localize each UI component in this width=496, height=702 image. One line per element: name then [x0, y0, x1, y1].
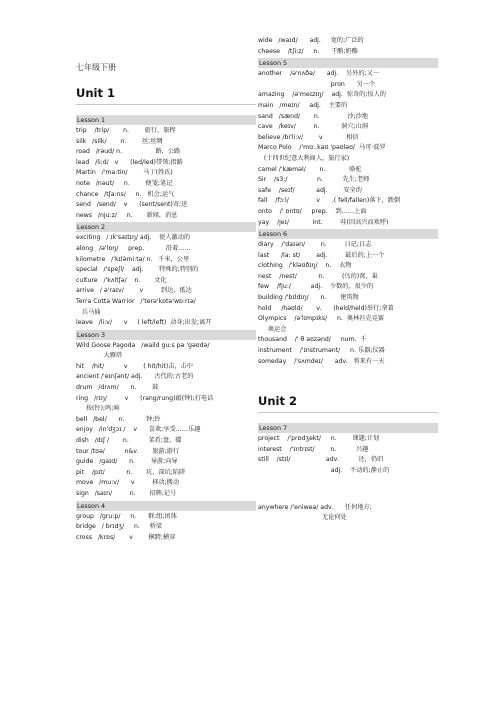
vocab-entry: clothing /'kləʊðɪŋ/ n. 衣物 — [258, 262, 352, 270]
vocab-entry: cheese /tʃi:z/ n. 干酪;奶酪 — [258, 47, 358, 55]
lesson-header: Lesson 1 — [76, 115, 256, 125]
vocab-entry: culture /'kʌltʃə/ n. 文化 — [76, 276, 167, 284]
lesson-header: Lesson 2 — [76, 222, 256, 232]
vocab-entry: pit /pɪt/ n. 坑，深坑;陷阱 — [76, 468, 186, 476]
vocab-entry: ring /rɪŋ/ v (rang/rung)敲(钟);打电话 — [76, 394, 214, 402]
vocab-entry: exciting / ɪk'saɪtɪŋ/ adj. 使人激动的 — [76, 234, 191, 242]
vocab-entry: few /fju:/ adj. 少数的，很少的 — [258, 283, 374, 291]
vocab-entry: cave /keɪv/ n. 洞穴;山洞 — [258, 123, 368, 131]
vocab-entry: kilometre /'kɪlə̀mi:tə/ n. 千米，公里 — [76, 255, 190, 263]
vocab-entry: 按(铃);鸣;响 — [76, 405, 120, 413]
vocab-entry: move /mu:v/ v 移动;搬动 — [76, 479, 180, 487]
vocab-entry: road /rəud/ n. 路，公路 — [76, 148, 181, 156]
vocab-entry: main /meɪn/ adj. 主要的 — [258, 101, 348, 109]
vocab-entry: wide /waɪd/ adj. 宽的;广泛的 — [258, 37, 364, 44]
unit-title: Unit 1 — [76, 85, 256, 105]
vocab-entry: anywhere /'eniweə/ adv. 任何地方; — [258, 503, 372, 511]
vocab-entry: 兵马俑 — [76, 308, 101, 316]
lesson-header: Lesson 6 — [258, 229, 438, 239]
vocab-entry: safe /seɪf/ adj. 安全的 — [258, 186, 362, 194]
vocab-entry: Martin /'ma:tin/ 马丁(姓氏) — [76, 169, 173, 177]
vocab-entry: enjoy /in'dʒɔɪ / v 喜欢;享受……乐趣 — [76, 426, 201, 434]
vocab-entry: sand /sænd/ n. 沙;沙地 — [258, 112, 368, 120]
vocab-entry: news /nju:z/ n. 新闻，消息 — [76, 211, 178, 219]
vocab-entry: believe /bi'li:v/ v 相信 — [258, 133, 359, 141]
vocab-entry: nest /nest/ n. (鸟的)窝，巢 — [258, 272, 378, 280]
vocab-entry: dish /dɪʃ / n. 菜肴;盘，碟 — [76, 437, 182, 445]
vocab-entry: group /gru:p/ n. 群;组;团体 — [76, 512, 177, 520]
vocab-entry: hold /həʊld/ v. (held/held)举行;拿着 — [258, 304, 394, 312]
vocab-entry: chance /tʃa:ns/ n. 机会;运气 — [76, 190, 175, 198]
left-lessons — [76, 115, 256, 543]
vocab-entry: send /send/ v (sent/sent)寄;送 — [76, 201, 188, 209]
lesson-header: Lesson 3 — [76, 330, 256, 340]
right-lessons — [258, 58, 438, 367]
vocab-entry: silk /silk/ n. 丝;丝绸 — [76, 137, 163, 145]
vocab-entry: camel /'kæməl/ n. 骆驼 — [258, 165, 362, 173]
vocab-entry: fall /fɔ:l/ v .( fell/fallen)落下，跌倒 — [258, 197, 401, 205]
vocab-entry: last /la: st/ adj. 最后的;上一个 — [258, 251, 385, 259]
vocab-entry: sign /saɪn/ n. 招牌;记号 — [76, 490, 177, 497]
vocab-entry: bell /bel/ n. 钟;铃 — [76, 415, 161, 423]
lesson-header: Lesson 5 — [258, 58, 438, 68]
vocab-entry: pron 另一个 — [258, 80, 376, 88]
vocab-entry: hit /hit/ v ( hit/hit)击，击中 — [76, 362, 193, 370]
vocab-entry: note /nəut/ n. 便笺;笔记 — [76, 179, 173, 187]
vocab-entry: lead /li:d/ v (led/led)带领;指路 — [76, 158, 183, 166]
vocab-entry: special /'speʃl/ adj. 特殊的;特别的 — [76, 266, 199, 274]
vocab-entry: Terra Cotta Warrior /'terə'kɒtə'wɒ:rɪə/ — [76, 297, 196, 305]
vocab-entry: ancient /'eɪnʃənt/ adj. 古代的;古老的 — [76, 373, 194, 381]
vocab-entry: drum /drʌm/ n. 鼓 — [76, 384, 159, 392]
vocab-entry: diary /'daɪən/ n. 日记;日志 — [258, 241, 372, 249]
vocab-entry: Olympics /ə'lɪmpɪks/ n. 奥林匹克竞赛 — [258, 315, 384, 323]
vocab-entry: thousand /' θ aʊzənd/ num. 千 — [258, 336, 367, 344]
vocab-entry: bridge / brɪdʒ/ n. 桥梁 — [76, 523, 163, 531]
vocab-entry: building /'bɪldɪŋ/ n. 建筑物 — [258, 294, 359, 302]
unit-title: Unit 2 — [258, 393, 438, 413]
vocab-entry: onto /' ɒntʊ/ prep. 到……上面 — [258, 207, 367, 215]
vocab-entry: along /ə'lɒŋ/ prep. 沿着…… — [76, 244, 191, 252]
vocab-entry: someday /'sʌmdeɪ/ adv. 将来有一天 — [258, 357, 385, 365]
vocab-entry: 大雁塔 — [76, 352, 123, 360]
vocab-entry: Sir /s3:/ n. 先生;老师 — [258, 176, 370, 184]
vocab-entry: adj. 不动的;静止的 — [258, 467, 390, 474]
vocab-entry: arrive / ə'raɪv/ v 到达，抵达 — [76, 287, 192, 295]
vocab-entry: leave /li:v/ v ( left/left) 动身;出发;离开 — [76, 319, 212, 327]
vocab-entry: yay /jeɪ/ int. 哇(因高兴而欢呼) — [258, 218, 389, 226]
vocab-entry: Wild Goose Pagoda /waild gu:s pə 'gəʊdə/ — [76, 341, 210, 349]
vocab-entry: cross /krɒs/ v 横跨;横穿 — [76, 533, 176, 541]
right-column — [258, 36, 438, 524]
vocab-entry: trip /trip/ n. 旅行，旅程 — [76, 127, 176, 134]
vocab-entry: project /'prɒdʒekt/ n. 课题;计划 — [258, 435, 380, 443]
lesson-header: Lesson 4 — [76, 501, 256, 511]
vocab-entry: Marco Polo /'mɑ:.kəʊ 'pəʊləʊ/ 马可·波罗 — [258, 144, 386, 152]
vocab-entry: guide /gaɪd/ n. 导游;向导 — [76, 458, 178, 466]
vocab-entry: interest /'ɪntrɪst/ n. 兴趣 — [258, 445, 369, 453]
right-pre-entries — [258, 36, 438, 57]
vocab-entry: still /stɪl/ adv. 还，仍旧 — [258, 456, 384, 464]
vocab-entry: 无论何处 — [322, 514, 347, 522]
lesson-entries — [258, 434, 438, 476]
left-column — [76, 62, 256, 543]
lesson-header: Lesson 7 — [258, 423, 438, 433]
vocab-entry: tour /tʊə/ n&v. 旅游;游行 — [76, 447, 180, 455]
vocab-entry: another /ə'nʌðə/ adj. 另外的;又一 — [258, 70, 380, 78]
vocab-entry: (十四世纪意大利商人、旅行家) — [258, 154, 350, 162]
grade-title: 七年级下册 — [76, 63, 116, 72]
vocab-entry: 奥运会 — [258, 325, 287, 333]
vocab-entry: amazing /ə'meɪzɪŋ/ adj. 惊奇的;惊人的 — [258, 91, 386, 99]
vocab-entry: instrument /'ɪnstrumənt/ n. 乐器;仪器 — [258, 347, 385, 355]
